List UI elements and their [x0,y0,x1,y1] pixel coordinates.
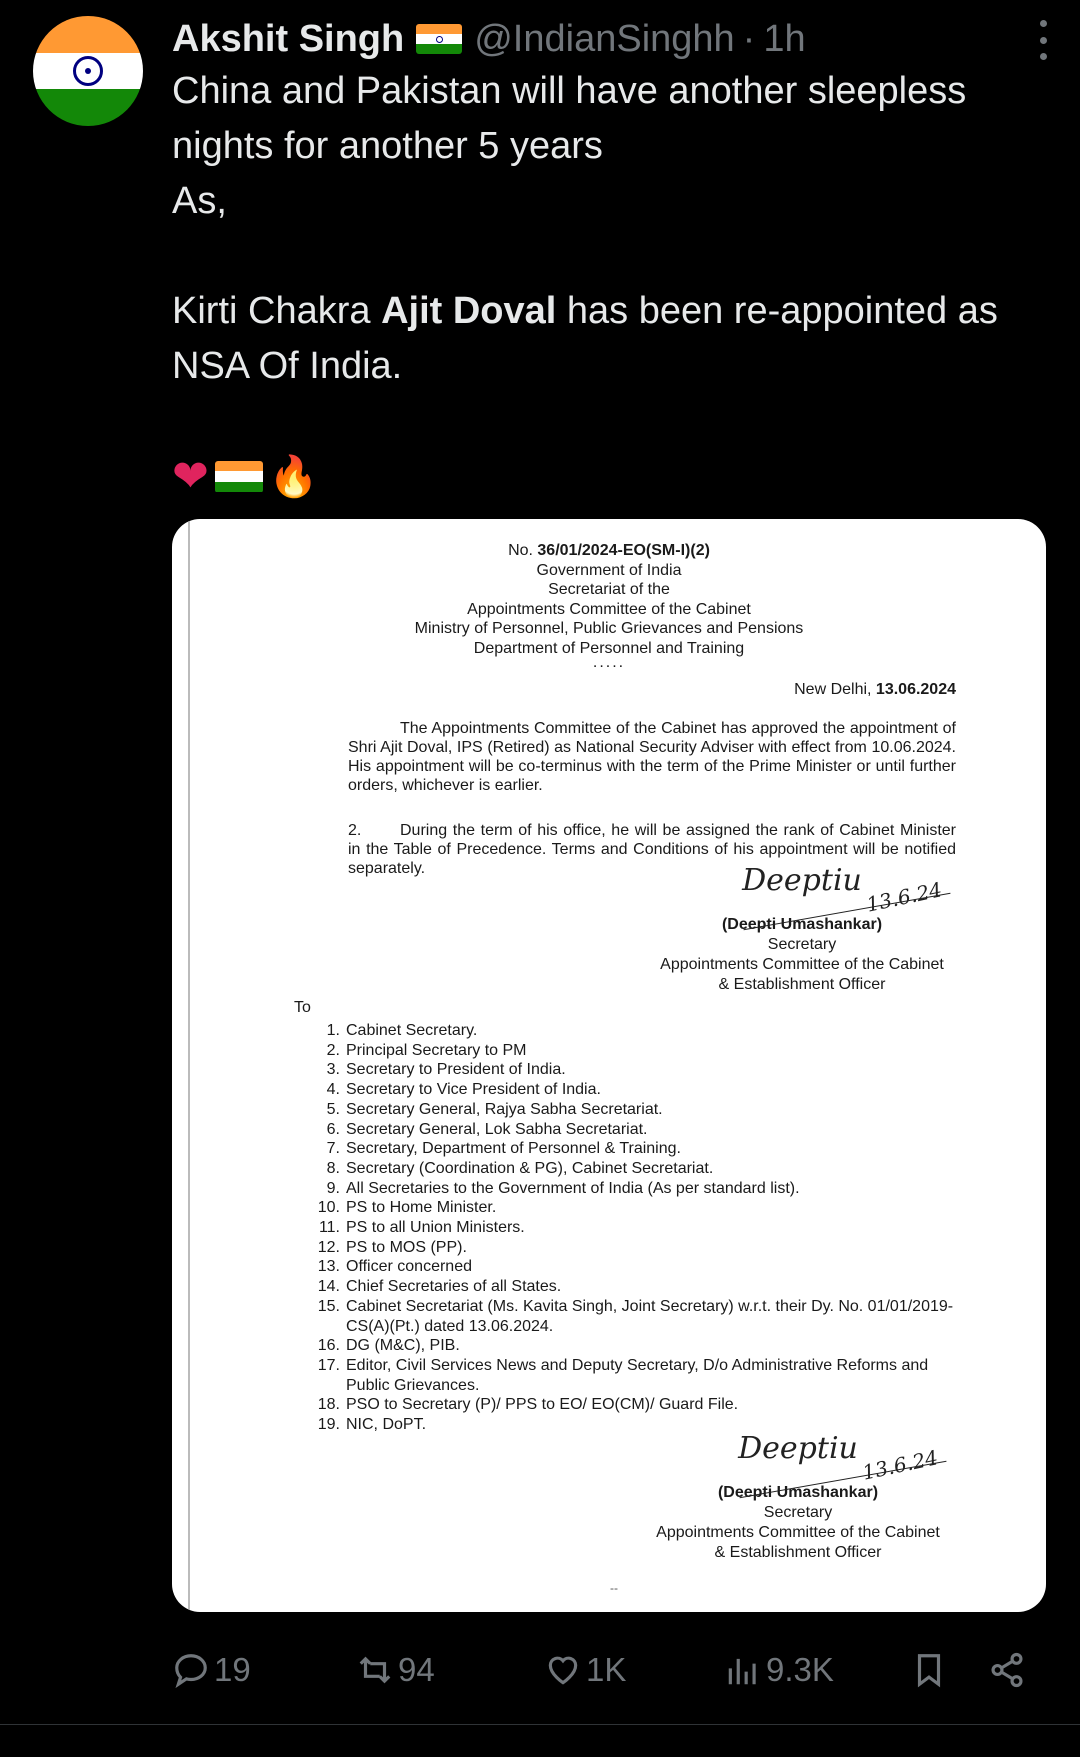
distribution-text: Cabinet Secretary. [346,1022,478,1039]
document-date: New Delhi, 13.06.2024 [794,681,956,698]
paragraph-2: 2. During the term of his office, he will be assigned the rank of Cabinet Minister in the Table of Precedence. Terms and Conditions of his appointment will be notified separately. [348,822,956,877]
distribution-text: Secretary, Department of Personnel & Training. [346,1140,681,1158]
distribution-item [314,1100,974,1120]
distribution-item [314,1336,974,1356]
signature-scribble: Deeptiu 13.6.24 [632,871,972,915]
signature-scribble-2: Deeptiu 13.6.24 [628,1439,968,1483]
distribution-number: 13. [317,1258,340,1276]
header-line: Appointments Committee of the Cabinet [467,600,751,618]
distribution-item [314,1356,974,1395]
paragraph-1: The Appointments Committee of the Cabinet has approved the appointment of Shri Ajit Doval, IPS (Retired) as National Security Adviser with effect from 10.06.2024. His appointment will be co-terminus with the term of the Prime Minister or until further orders, whichever is earlier. [348,720,956,794]
document-header [172,541,1046,671]
views-count: 9.3K [766,1651,834,1688]
distribution-text: Secretary General, Lok Sabha Secretariat. [346,1120,648,1138]
document [172,519,1046,1612]
header-line: Ministry of Personnel, Public Grievances and Pensions [414,620,804,637]
distribution-number: 8. [326,1159,340,1177]
distribution-number: 6. [326,1120,340,1138]
distribution-item [314,1218,974,1238]
repost-icon [356,1651,394,1689]
share-button[interactable] [988,1651,1026,1689]
signature-block [632,863,972,995]
distribution-number: 3. [326,1061,340,1079]
distribution-text: Cabinet Secretariat (Ms. Kavita Singh, Joint Secretary) w.r.t. their Dy. No. 01/01/2019-CS(A)(Pt.) dated 13.06.2024. [346,1297,954,1335]
repost-count: 94 [398,1651,435,1688]
distribution-number: 10. [317,1199,340,1217]
distribution-text: PSO to Secretary (P)/ PPS to EO/ EO(CM)/ Guard File. [346,1396,739,1414]
distribution-item [314,1041,974,1061]
distribution-item [314,1277,974,1297]
distribution-text: Secretary General, Rajya Sabha Secretariat. [346,1100,663,1118]
emoji-row [172,449,1052,504]
distribution-text: Editor, Civil Services News and Deputy Secretary, D/o Administrative Reforms and Public Grievances. [346,1356,929,1394]
action-bar [172,1640,1022,1700]
distribution-number: 14. [317,1278,340,1296]
distribution-item [314,1080,974,1100]
distribution-text: DG (M&C), PIB. [346,1337,460,1355]
like-button[interactable] [544,1651,626,1689]
signatory-org-2: Appointments Committee of the Cabinet [656,1524,940,1541]
distribution-item [314,1021,974,1041]
distribution-item [314,1060,974,1080]
distribution-item [314,1257,974,1277]
header-separator: · [742,17,756,60]
avatar-saffron-band [33,16,143,53]
like-count: 1K [586,1651,627,1688]
signatory-title: Secretary [767,936,837,953]
distribution-number: 19. [317,1416,340,1434]
document-ref: No. 36/01/2024-EO(SM-I)(2) [508,542,710,559]
signature-block-2 [628,1431,968,1563]
avatar[interactable] [33,16,143,126]
more-options-icon[interactable] [1038,20,1048,60]
to-label: To [294,999,311,1016]
distribution-item [314,1198,974,1218]
post-text-pre: Kirti Chakra [172,290,382,332]
distribution-number: 12. [317,1238,340,1256]
reply-icon [172,1651,210,1689]
post-text-line2: As, [172,180,227,222]
reply-count: 19 [214,1651,251,1688]
post-text-line3 [172,284,1052,394]
distribution-number: 1. [326,1022,340,1039]
distribution-number: 17. [317,1356,340,1374]
distribution-text: Chief Secretaries of all States. [346,1278,562,1296]
header-line: Secretariat of the [548,581,670,598]
signatory-role-2: & Establishment Officer [714,1544,882,1561]
avatar-green-band [33,89,143,126]
post-text-bold: Ajit Doval [381,290,557,332]
distribution-number: 4. [326,1081,340,1099]
attached-document-image[interactable] [172,519,1046,1612]
distribution-number: 5. [326,1100,340,1118]
share-icon [988,1651,1026,1689]
distribution-item [314,1139,974,1159]
signatory-name: (Deepti Umashankar) [721,916,883,933]
post-header [172,14,1060,64]
header-ellipsis: ..... [592,654,626,671]
distribution-number: 9. [326,1179,340,1197]
heart-emoji-icon: ❤ [172,451,209,501]
signatory-name-2: (Deepti Umashankar) [717,1484,879,1501]
header-line: Government of India [536,561,682,579]
reply-button[interactable] [172,1651,251,1689]
views-button[interactable] [724,1651,834,1689]
distribution-number: 7. [326,1140,340,1158]
ashoka-chakra-icon [73,56,103,86]
india-flag-icon [416,24,462,54]
distribution-text: PS to MOS (PP). [346,1238,467,1256]
heart-icon [544,1651,582,1689]
distribution-text: All Secretaries to the Government of India (As per standard list). [346,1179,800,1197]
fire-emoji-icon: 🔥 [268,454,319,499]
post-text [172,64,1052,504]
signatory-role: & Establishment Officer [718,976,886,993]
avatar-white-band [33,53,143,90]
post-text-line1: China and Pakistan will have another sleepless nights for another 5 years [172,70,967,167]
views-icon [724,1651,762,1689]
india-flag-emoji-icon [215,461,263,493]
distribution-text: PS to Home Minister. [346,1199,497,1217]
post-blank-line [172,229,1052,284]
repost-button[interactable] [356,1651,435,1689]
distribution-text: Officer concerned [346,1258,472,1276]
header-line: Department of Personnel and Training [473,639,745,657]
bookmark-button[interactable] [910,1651,948,1689]
post-blank-line-2 [172,394,1052,449]
distribution-number: 18. [317,1396,340,1414]
distribution-text: Secretary to Vice President of India. [346,1081,601,1099]
distribution-number: 2. [326,1041,340,1059]
distribution-item [314,1120,974,1140]
bookmark-icon [910,1651,948,1689]
distribution-text: Secretary to President of India. [346,1061,566,1079]
distribution-item [314,1415,974,1435]
distribution-item [314,1179,974,1199]
author-handle[interactable]: @IndianSinghh [474,17,735,60]
distribution-list [314,1021,974,1435]
distribution-item [314,1395,974,1415]
signatory-org: Appointments Committee of the Cabinet [660,956,944,973]
distribution-item [314,1238,974,1258]
document-footer-mark: -- [610,1581,618,1595]
distribution-number: 11. [318,1219,340,1237]
distribution-item [314,1159,974,1179]
distribution-text: Secretary (Coordination & PG), Cabinet Secretariat. [346,1159,714,1177]
distribution-text: PS to all Union Ministers. [346,1219,525,1237]
divider [0,1724,1080,1725]
post-timestamp[interactable]: 1h [763,17,806,60]
signatory-title-2: Secretary [763,1504,833,1521]
distribution-text: NIC, DoPT. [346,1416,427,1434]
distribution-item [314,1297,974,1336]
distribution-number: 15. [317,1297,340,1315]
post-text-post: has been re-appointed as NSA Of India. [172,290,998,387]
distribution-number: 16. [317,1337,340,1355]
distribution-text: Principal Secretary to PM [346,1041,527,1059]
author-name[interactable]: Akshit Singh [172,17,405,60]
